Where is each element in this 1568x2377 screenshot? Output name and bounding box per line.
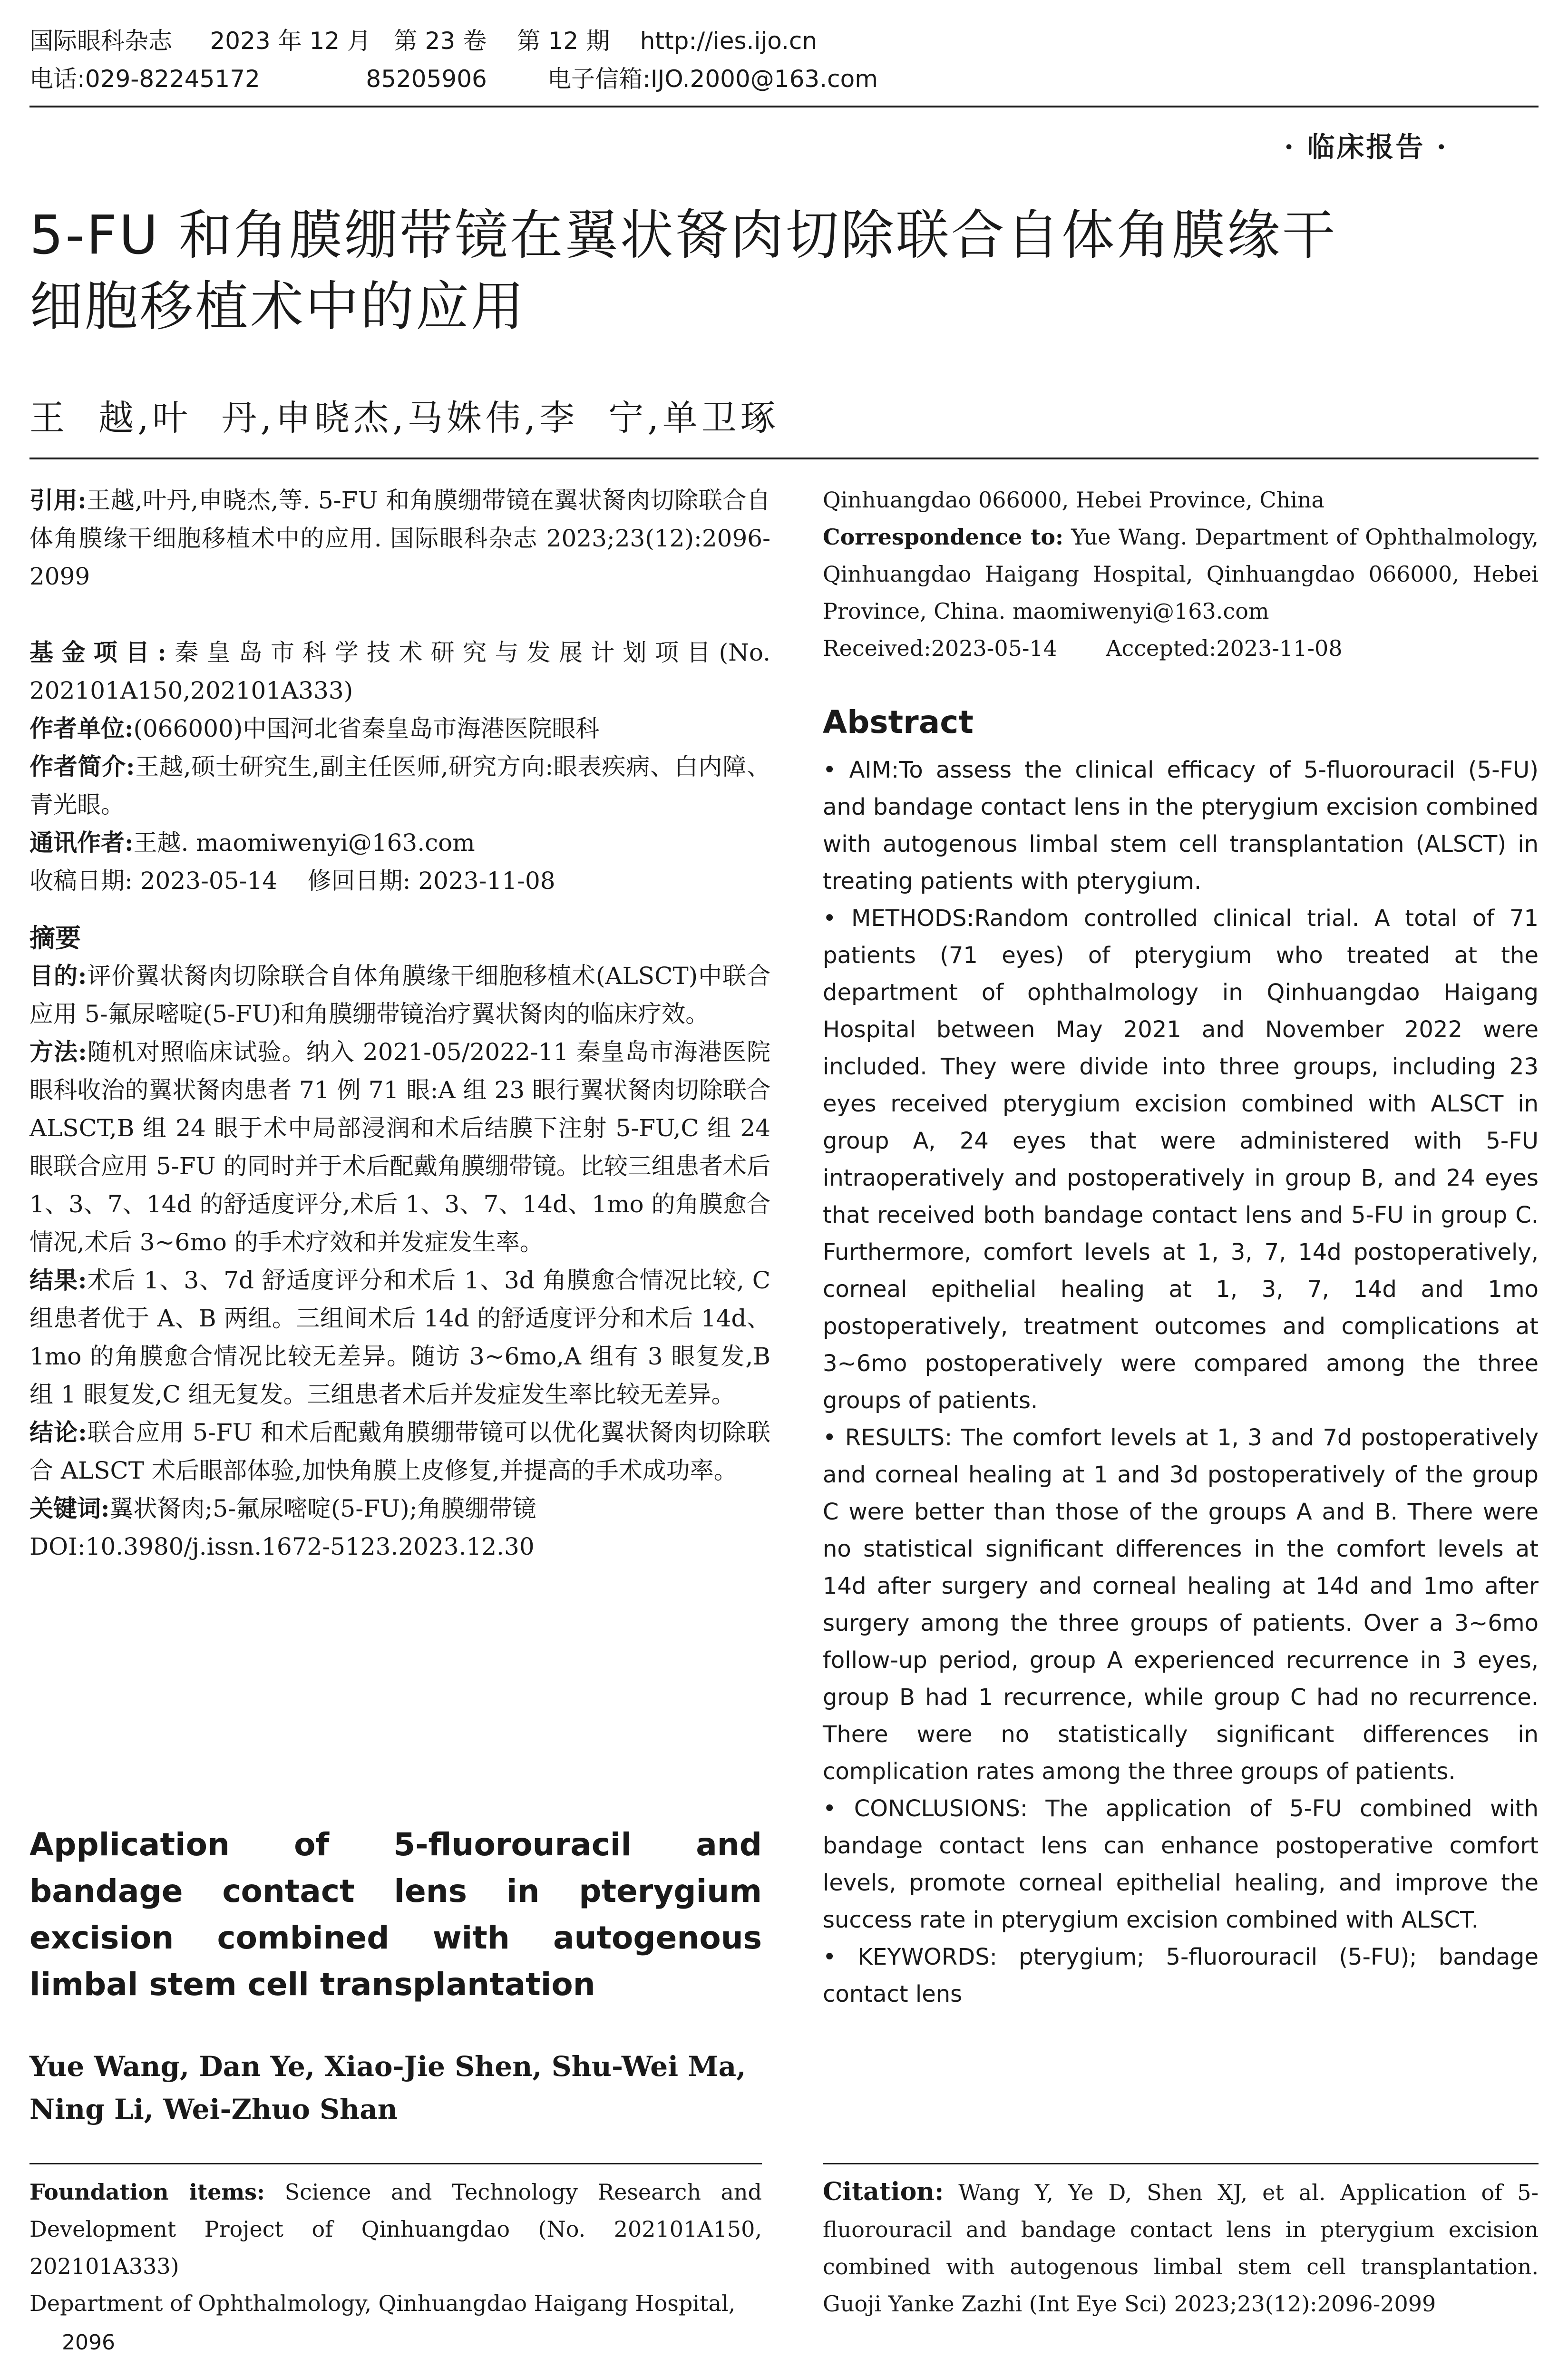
accepted-date: Accepted:2023-11-08 — [1106, 635, 1343, 661]
article-title-line1: 5-FU 和角膜绷带镜在翼状胬肉切除联合自体角膜缘干 — [29, 205, 1337, 266]
citation-text-en: Wang Y, Ye D, Shen XJ, et al. Application of 5-fluorouracil and bandage contact lens in pterygium excision combined with autogenous limbal stem cell transplantation. Guoji Yanke Zazhi (Int Eye Sci) 2023;23(12):2096-2099 — [823, 2180, 1539, 2317]
keywords-text-cn: 翼状胬肉;5-氟尿嘧啶(5-FU);角膜绷带镜 — [109, 1495, 536, 1522]
method-label-cn: 方法: — [29, 1038, 87, 1066]
article-title-en: Application of 5-fluorouracil and bandage contact lens in pterygium excision combined with autogenous limbal stem cell transplantation — [29, 1826, 762, 2003]
abstract-heading-cn: 摘要 — [29, 923, 81, 953]
journal-email[interactable]: 电子信箱:IJO.2000@163.com — [547, 65, 878, 93]
right-column-affiliation — [823, 481, 1539, 667]
journal-url[interactable]: http://ies.ijo.cn — [640, 27, 818, 55]
received-date: Received:2023-05-14 — [823, 635, 1057, 661]
doi[interactable]: DOI:10.3980/j.issn.1672-5123.2023.12.30 — [29, 1533, 535, 1560]
results-en: • RESULTS: The comfort levels at 1, 3 and 7d postoperatively and corneal healing at 1 and 3d postoperatively of the group C were better than those of the groups A and B. There were no statistical significant differences in the comfort levels at 14d after surgery and corneal healing at 14d and 1mo after surgery among the three groups of patients. Over a 3~6mo follow-up period, group A experienced recurrence in 3 eyes, group B had 1 recurrence, while group C had no recurrence. There were no statistically significant differences in complication rates among the three groups of patients. — [823, 1424, 1539, 1785]
unit-label: 作者单位: — [29, 714, 134, 742]
header-rule — [29, 106, 1539, 107]
bio-text: 王越,硕士研究生,副主任医师,研究方向:眼表疾病、白内障、青光眼。 — [29, 753, 770, 818]
citation-en — [823, 2173, 1539, 2322]
right-footnote-rule — [823, 2163, 1539, 2164]
corr-label-cn: 通讯作者: — [29, 828, 134, 857]
corr-text-cn[interactable]: 王越. maomiwenyi@163.com — [133, 829, 475, 857]
keywords-en: • KEYWORDS: pterygium; 5-fluorouracil (5-FU); bandage contact lens — [823, 1944, 1539, 2007]
journal-header-line1 — [29, 26, 817, 56]
conclusion-text-cn: 联合应用 5-FU 和术后配戴角膜绷带镜可以优化翼状胬肉切除联合 ALSCT 术后眼部体验,加快角膜上皮修复,并提高的手术成功率。 — [29, 1419, 770, 1484]
aim-en: • AIM:To assess the clinical efficacy of 5-fluorouracil (5-FU) and bandage contact lens in the pterygium excision combined with autogenous limbal stem cell transplantation (ALSCT) in treating patients with pterygium. — [823, 757, 1539, 895]
conclusion-label-cn: 结论: — [29, 1418, 87, 1446]
author-bio — [29, 748, 770, 824]
foundation-label-en: Foundation items: — [29, 2179, 265, 2205]
methods-en: • METHODS:Random controlled clinical trial. A total of 71 patients (71 eyes) of pterygium who treated at the department of ophthalmology in Qinhuangdao Haigang Hospital between May 2021 and November 2022 were included. They were divide into three groups, including 23 eyes received pterygium excision combined with ALSCT in group A, 24 eyes that were administered with 5-FU intraoperatively and postoperatively in group B, and 24 eyes that received both bandage contact lens and 5-FU in group C. Furthermore, comfort levels at 1, 3, 7, 14d postoperatively, corneal epithelial healing at 1, 3, 7, 14d and 1mo postoperatively, treatment outcomes and complications at 3~6mo postoperatively were compared among the three groups of patients. — [823, 905, 1539, 1414]
abstract-en — [823, 751, 1539, 2013]
citation-cn-label: 引用: — [29, 486, 87, 514]
fund-text: 秦皇岛市科学技术研究与发展计划项目(No. 202101A150,202101A333) — [29, 639, 770, 704]
unit-text: (066000)中国河北省秦皇岛市海港医院眼科 — [133, 715, 600, 742]
authors-cn: 王 越,叶 丹,申晓杰,马姝伟,李 宁,单卫琢 — [29, 398, 779, 438]
fund-info — [29, 633, 770, 710]
correspondence-label-en: Correspondence to: — [823, 524, 1063, 550]
journal-name: 国际眼科杂志 — [29, 27, 172, 55]
left-footnote-rule — [29, 2163, 762, 2164]
citation-cn — [29, 481, 770, 595]
keywords-cn — [29, 1490, 770, 1528]
keywords-label-cn: 关键词: — [29, 1494, 110, 1522]
fund-label: 基金项目: — [29, 638, 166, 666]
method-cn — [29, 1033, 770, 1261]
correspondence-en — [823, 518, 1539, 630]
department-en-cont: Qinhuangdao 066000, Hebei Province, China — [823, 487, 1325, 513]
section-label: · 临床报告 · — [1284, 131, 1448, 163]
correspondence-text-en: Yue Wang. Department of Ophthalmology, Qinhuangdao Haigang Hospital, Qinhuangdao 066000, Hebei Province, China. maomiwenyi@163.com — [823, 524, 1539, 624]
issue-date: 2023 年 12 月 — [210, 27, 371, 55]
phone: 电话:029-82245172 — [29, 65, 260, 93]
result-text-cn: 术后 1、3、7d 舒适度评分和术后 1、3d 角膜愈合情况比较, C 组患者优于 A、B 两组。三组间术后 14d 的舒适度评分和术后 14d、1mo 的角膜愈合情况比较无差异。随访 3~6mo,A 组有 3 眼复发,B 组 1 眼复发,C 组无复发。三组患者术后并发症发生率比较无差异。 — [29, 1266, 770, 1408]
received-accepted — [823, 630, 1539, 667]
aim-text-cn: 评价翼状胬肉切除联合自体角膜缘干细胞移植术(ALSCT)中联合应用 5-氟尿嘧啶(5-FU)和角膜绷带镜治疗翼状胬肉的临床疗效。 — [29, 962, 770, 1028]
corresponding-author — [29, 824, 770, 862]
foundation-en — [29, 2173, 762, 2322]
page-number: 2096 — [62, 2330, 115, 2355]
result-label-cn: 结果: — [29, 1266, 87, 1294]
foundation-text-en: Science and Technology Research and Development Project of Qinhuangdao (No. 202101A150, 202101A333) — [29, 2179, 762, 2279]
bio-label: 作者简介: — [29, 752, 135, 780]
aim-cn — [29, 957, 770, 1033]
volume: 第 23 卷 — [393, 27, 487, 55]
aim-label-cn: 目的: — [29, 962, 87, 990]
citation-label-en: Citation: — [823, 2177, 944, 2206]
authors-rule — [29, 458, 1539, 459]
article-title-line2: 细胞移植术中的应用 — [29, 276, 526, 338]
conclusions-en: • CONCLUSIONS: The application of 5-FU combined with bandage contact lens can enhance postoperative comfort levels, promote corneal epithelial healing, and improve the success rate in pterygium excision combined with ALSCT. — [823, 1795, 1539, 1933]
author-unit — [29, 710, 770, 748]
department-en: Department of Ophthalmology, Qinhuangdao Haigang Hospital, — [29, 2290, 736, 2316]
conclusion-cn — [29, 1413, 770, 1490]
citation-cn-text: 王越,叶丹,申晓杰,等. 5-FU 和角膜绷带镜在翼状胬肉切除联合自体角膜缘干细胞移植术中的应用. 国际眼科杂志 2023;23(12):2096-2099 — [29, 487, 770, 590]
dates-cn: 收稿日期: 2023-05-14 修回日期: 2023-11-08 — [29, 867, 555, 895]
journal-header-line2 — [29, 64, 878, 94]
issue: 第 12 期 — [516, 27, 610, 55]
abstract-heading-en: Abstract — [823, 704, 974, 740]
result-cn — [29, 1261, 770, 1413]
left-column — [29, 481, 770, 1566]
phone2: 85205906 — [366, 65, 487, 93]
method-text-cn: 随机对照临床试验。纳入 2021-05/2022-11 秦皇岛市海港医院眼科收治的翼状胬肉患者 71 例 71 眼:A 组 23 眼行翼状胬肉切除联合 ALSCT,B 组 24 眼于术中局部浸润和术后结膜下注射 5-FU,C 组 24 眼联合应用 5-FU 的同时并于术后配戴角膜绷带镜。比较三组患者术后 1、3、7、14d 的舒适度评分,术后 1、3、7、14d、1mo 的角膜愈合情况,术后 3~6mo 的手术疗效和并发症发生率。 — [29, 1038, 770, 1256]
authors-en: Yue Wang, Dan Ye, Xiao-Jie Shen, Shu-Wei Ma, Ning Li, Wei-Zhuo Shan — [29, 2050, 746, 2125]
